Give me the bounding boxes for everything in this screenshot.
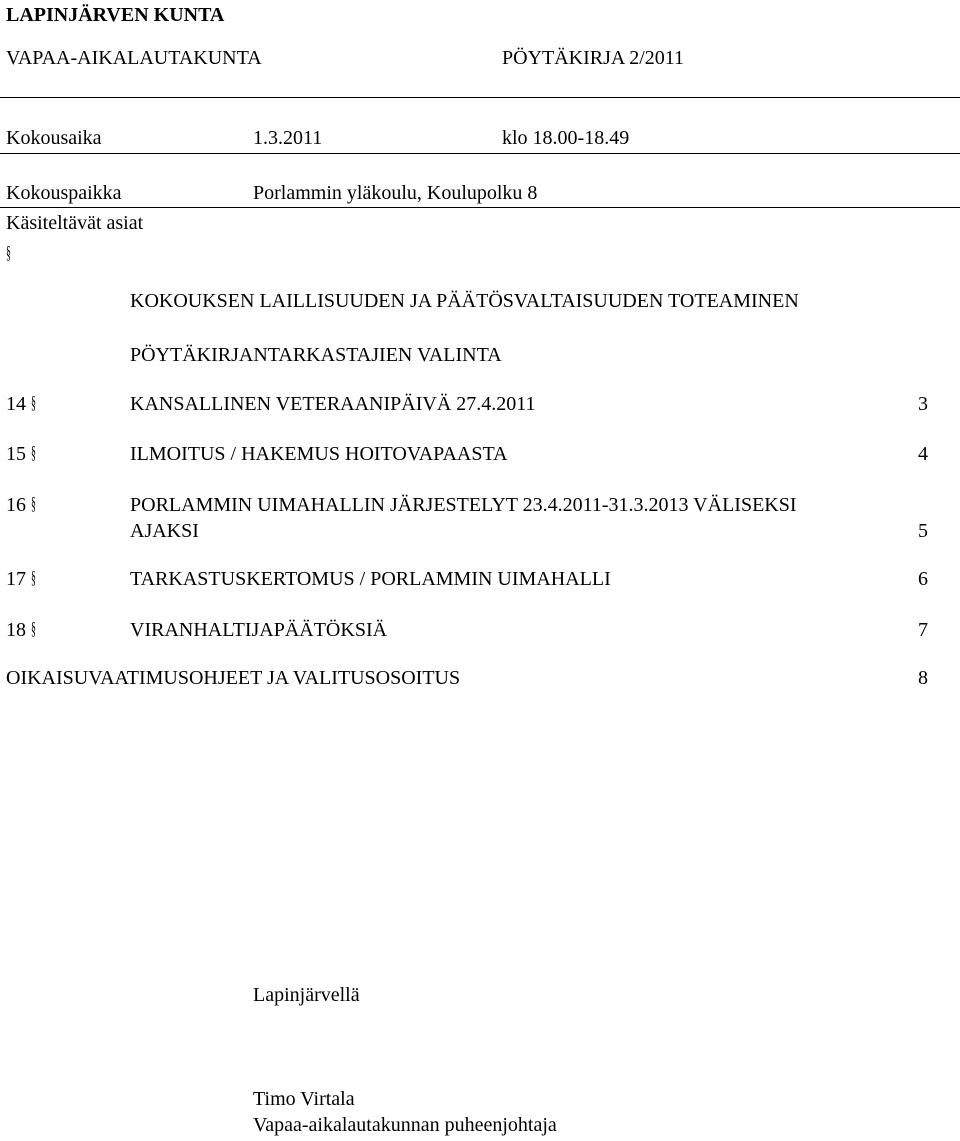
agenda-item-title: KOKOUKSEN LAILLISUUDEN JA PÄÄTÖSVALTAISUUDEN TOTEAMINEN	[130, 290, 799, 312]
agenda-item-title: VIRANHALTIJAPÄÄTÖKSIÄ	[130, 619, 388, 641]
meeting-place-label: Kokouspaikka	[6, 182, 122, 204]
meeting-time: klo 18.00-18.49	[502, 127, 630, 149]
org-name: LAPINJÄRVEN KUNTA	[6, 4, 225, 26]
agenda-item-page: 4	[918, 443, 928, 465]
section-mark-icon: §	[6, 242, 11, 262]
agenda-item-page: 5	[918, 520, 928, 542]
section-mark-icon: §	[31, 618, 36, 638]
meeting-time-label: Kokousaika	[6, 127, 102, 149]
time-divider	[0, 153, 960, 154]
agenda-item-title: TARKASTUSKERTOMUS / PORLAMMIN UIMAHALLI	[130, 568, 611, 590]
agenda-item-page: 3	[918, 393, 928, 415]
agenda-item-title: PORLAMMIN UIMAHALLIN JÄRJESTELYT 23.4.2011-31.3.2013 VÄLISEKSI	[130, 494, 797, 516]
agenda-item-title: PÖYTÄKIRJANTARKASTAJIEN VALINTA	[130, 344, 502, 366]
agenda-item-number: 18	[6, 619, 26, 641]
section-mark-icon: §	[31, 493, 36, 513]
agenda-item-page: 6	[918, 568, 928, 590]
document-type: PÖYTÄKIRJA 2/2011	[502, 47, 685, 69]
place-divider	[0, 207, 960, 208]
section-mark-icon: §	[31, 442, 36, 462]
section-mark-icon: §	[31, 567, 36, 587]
agenda-item-title-continued: AJAKSI	[130, 520, 199, 542]
meeting-place: Porlammin yläkoulu, Koulupolku 8	[253, 182, 538, 204]
appeal-instructions-page: 8	[918, 667, 928, 689]
agenda-item-number: 14	[6, 393, 26, 415]
agenda-item-page: 7	[918, 619, 928, 641]
signer-role: Vapaa-aikalautakunnan puheenjohtaja	[253, 1114, 557, 1136]
appeal-instructions-title: OIKAISUVAATIMUSOHJEET JA VALITUSOSOITUS	[6, 667, 461, 689]
header-divider	[0, 97, 960, 98]
agenda-label: Käsiteltävät asiat	[6, 212, 144, 234]
meeting-date: 1.3.2011	[253, 127, 323, 149]
agenda-item-number: 15	[6, 443, 26, 465]
agenda-item-title: ILMOITUS / HAKEMUS HOITOVAPAASTA	[130, 443, 508, 465]
agenda-item-number: 16	[6, 494, 26, 516]
section-mark-icon: §	[31, 392, 36, 412]
signature-place: Lapinjärvellä	[253, 984, 360, 1006]
signer-name: Timo Virtala	[253, 1088, 355, 1110]
committee-name: VAPAA-AIKALAUTAKUNTA	[6, 47, 262, 69]
agenda-item-title: KANSALLINEN VETERAANIPÄIVÄ 27.4.2011	[130, 393, 536, 415]
agenda-item-number: 17	[6, 568, 26, 590]
